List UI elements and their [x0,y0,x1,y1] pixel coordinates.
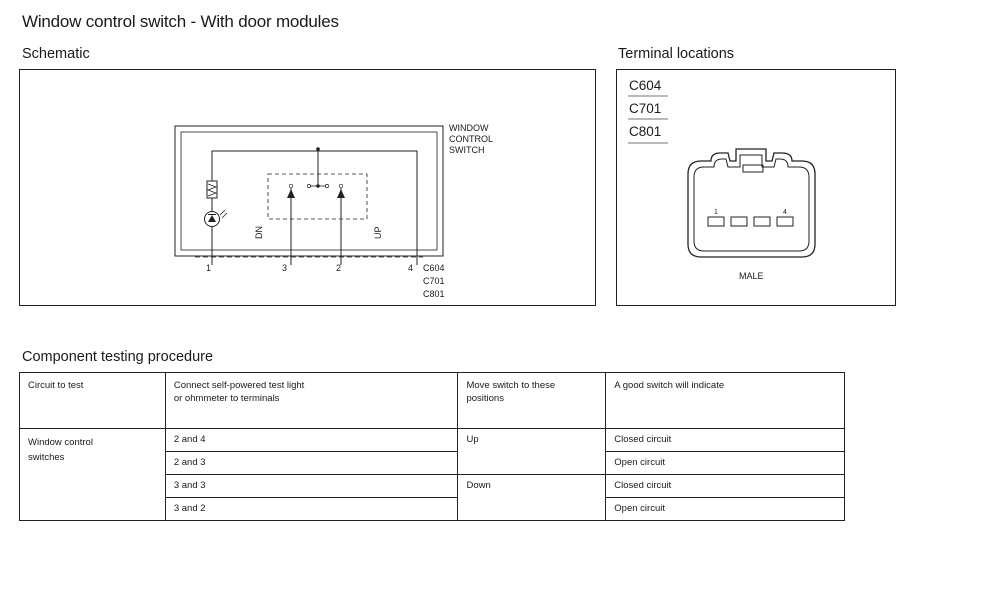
pin-label: 3 [282,263,288,273]
terminal-pin [754,217,770,226]
up-label: UP [373,226,383,239]
terminal-panel [616,69,896,306]
switch-inner-frame [181,132,437,250]
pin-number: 4 [783,209,787,216]
gender-label: MALE [739,271,764,281]
pin-label: 1 [206,263,212,273]
terminal-locations-heading: Terminal locations [618,46,735,62]
pin-number: 1 [714,209,718,216]
procedure-heading: Component testing procedure [22,349,214,365]
dn-label: DN [254,226,264,239]
connector-id: C801 [629,124,662,139]
terminal-pin [777,217,793,226]
connector-id: C701 [629,101,662,116]
switch-label-line2: CONTROL [449,134,494,144]
connector-face-diagram [616,69,896,306]
position-cell: Up [458,429,606,475]
procedure-table [19,372,845,521]
terminals-cell: 3 and 2 [165,498,458,521]
page-title: Window control switch - With door modules [22,12,339,31]
schematic-panel [19,69,596,306]
header-move: Move switch to these positions [458,373,606,429]
table-row [20,429,845,452]
terminals-cell: 3 and 3 [165,475,458,498]
position-cell: Down [458,475,606,521]
terminals-cell: 2 and 4 [165,429,458,452]
schematic-heading: Schematic [22,46,90,62]
top-bus-wire [212,151,417,265]
terminals-cell: 2 and 3 [165,452,458,475]
connector-label: C701 [423,276,445,286]
terminal-pin [708,217,724,226]
result-cell: Open circuit [606,498,845,521]
connector-label: C604 [423,263,445,273]
connector-id: C604 [629,78,662,93]
terminal-pin [731,217,747,226]
header-indicate: A good switch will indicate [606,373,845,429]
result-cell: Closed circuit [606,475,845,498]
header-circuit: Circuit to test [20,373,166,429]
connector-label: C801 [423,289,445,299]
schematic-diagram [19,69,596,306]
circuit-cell: Window control switches [20,429,166,521]
table-header-row [20,373,845,429]
result-cell: Closed circuit [606,429,845,452]
pin-label: 4 [408,263,414,273]
switch-label-line1: WINDOW [449,123,489,133]
pin-label: 2 [336,263,342,273]
header-connect: Connect self-powered test light or ohmmeter to terminals [165,373,458,429]
switch-label-line3: SWITCH [449,145,485,155]
result-cell: Open circuit [606,452,845,475]
